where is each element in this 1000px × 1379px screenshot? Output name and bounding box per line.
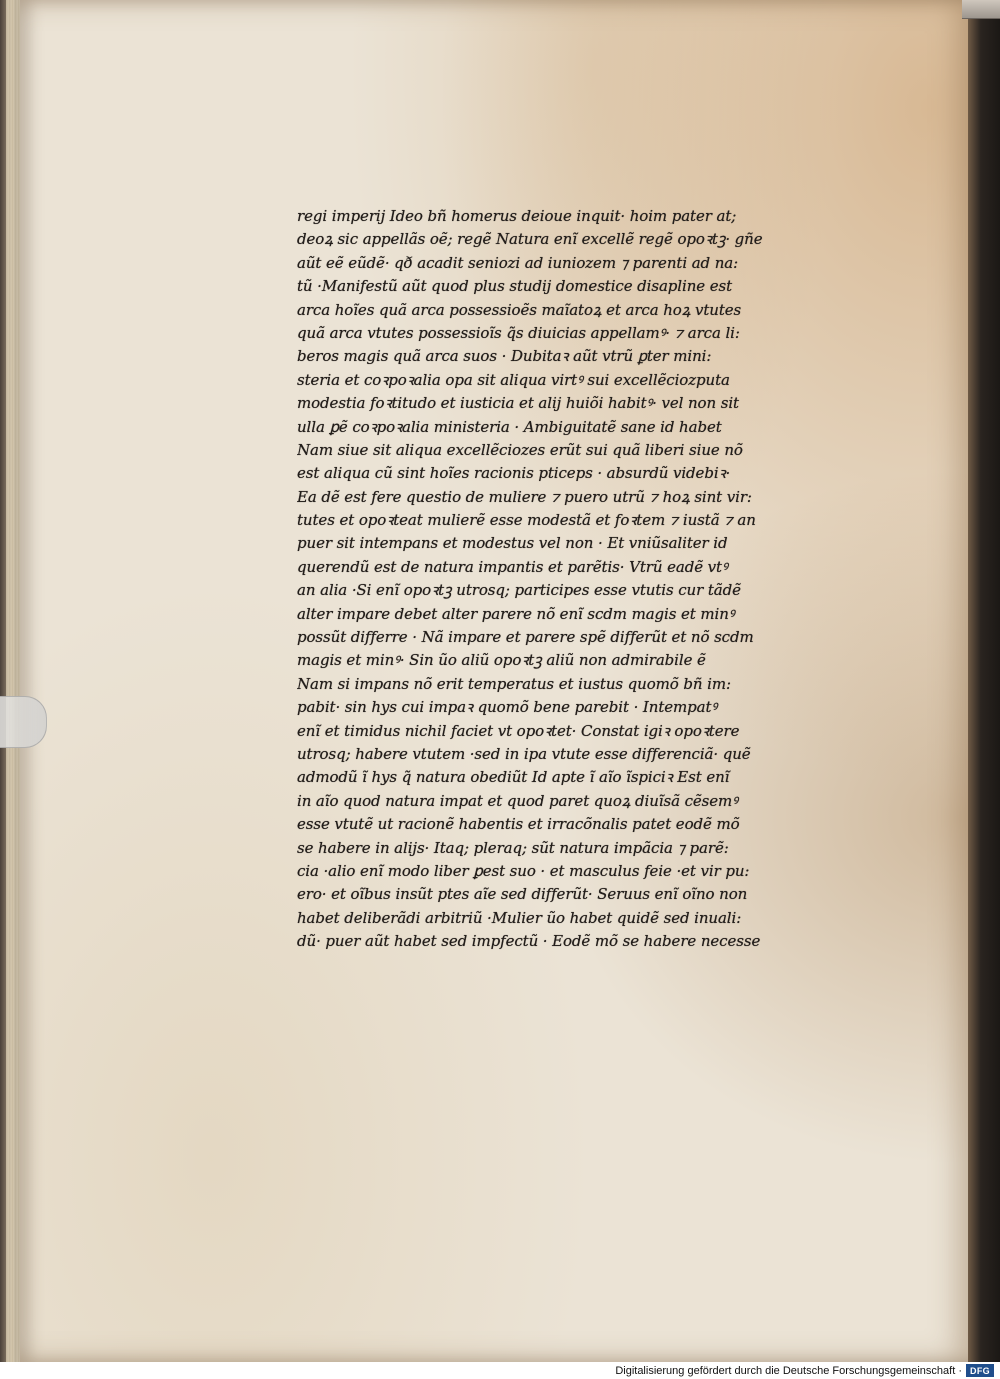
text-line: ulla ꝑẽ coꝛpoꝛalia ministeria · Ambiguitatẽ sane id habet: [297, 417, 722, 436]
text-line: Nam si impans nõ erit temperatus et iustus quomõ bñ im:: [297, 674, 731, 693]
dfg-logo-icon: DFG: [966, 1364, 994, 1377]
corner-tab: [962, 0, 1000, 19]
text-line: tutes et opoꝛteat mulierẽ esse modestã et foꝛtem ⁊ iustã ⁊ an: [297, 511, 756, 530]
text-line: admodũ ĩ hys q̃ natura obediũt Id apte ĩ aĩo ĩspiciꝛ Est enĩ: [297, 768, 730, 787]
text-line: in aĩo quod natura impat et quod paret quoꝝ diuĩsã cẽsemꝰ: [297, 791, 738, 810]
footer-bar: [0, 1362, 1000, 1379]
text-line: steria et coꝛpoꝛalia opa sit aliqua virtꝰ sui excellẽciozputa: [297, 370, 730, 389]
text-line: aũt eẽ eũdẽ· qð acadit seniozi ad iuniozem ⁊ parenti ad na:: [297, 253, 739, 272]
text-line: habet deliberãdi arbitriũ ·Mulier ũo habet quidẽ sed inuali:: [297, 908, 742, 927]
text-line: tũ ·Manifestũ aũt quod plus studij domestice disapline est: [297, 277, 733, 296]
text-line: Nam siue sit aliqua excellẽciozes erũt sui quã liberi siue nõ: [297, 440, 743, 459]
text-line: pabit· sin hys cui impaꝛ quomõ bene parebit · Intempatꝰ: [297, 698, 718, 717]
text-line: alter impare debet alter parere nõ enĩ scdm magis et minꝰ: [297, 604, 735, 623]
text-line: Ea dẽ est fere questio de muliere ⁊ puero utrũ ⁊ hoꝝ sint vir:: [297, 487, 752, 506]
text-line: magis et minꝰ· Sin ũo aliũ opoꝛtꝫ aliũ non admirabile ẽ: [297, 651, 706, 670]
text-line: utrosq; habere vtutem ·sed in ipa vtute esse differenciã· quẽ: [297, 744, 751, 763]
page-clip: [0, 696, 47, 748]
text-line: puer sit intempans et modestus vel non · Et vniũsaliter id: [297, 534, 728, 553]
text-line: cia ·alio enĩ modo liber ꝑest suo · et masculus feie ·et vir pu:: [297, 861, 750, 880]
text-line: esse vtutẽ ut racionẽ habentis et irracõnalis patet eodẽ mõ: [297, 815, 740, 834]
text-line: querendũ est de natura impantis et parẽtis· Vtrũ eadẽ vtꝰ: [297, 557, 728, 576]
text-line: quã arca vtutes possessioĩs q̃s diuicias appellamꝰ· ⁊ arca li:: [297, 323, 740, 342]
text-line: modestia foꝛtitudo et iusticia et alij huiõi habitꝰ· vel non sit: [297, 394, 739, 413]
book-gutter-shadow: [968, 0, 1000, 1362]
text-line: ero· et oĩbus insũt ptes aĩe sed differũt· Seruus enĩ oĩno non: [297, 885, 748, 904]
text-line: possũt differre · Nã impare et parere spẽ differũt et nõ scdm: [297, 628, 754, 647]
text-line: deoꝝ sic appellãs oẽ; regẽ Natura enĩ excellẽ regẽ opoꝛtꝫ· gñe: [297, 230, 763, 249]
text-line: est aliqua cũ sint hoĩes racionis pticeps · absurdũ videbiꝛ·: [297, 464, 731, 483]
text-line: an alia ·Si enĩ opoꝛtꝫ utrosq; participes esse vtutis cur tãdẽ: [297, 581, 741, 600]
text-line: se habere in alijs· Itaq; pleraq; sũt natura impãcia ⁊ parẽ:: [297, 838, 729, 857]
funding-credit: Digitalisierung gefördert durch die Deutsche Forschungsgemeinschaft ·: [615, 1364, 962, 1377]
text-line: beros magis quã arca suos · Dubitaꝛ aũt vtrũ ꝑter mini:: [297, 347, 712, 366]
text-line: enĩ et timidus nichil faciet vt opoꝛtet· Constat igiꝛ opoꝛtere: [297, 721, 740, 740]
text-line: arca hoĩes quã arca possessioẽs maĩatoꝝ et arca hoꝝ vtutes: [297, 300, 742, 319]
printed-text-block: [297, 205, 830, 954]
text-line: dũ· puer aũt habet sed impfectũ · Eodẽ mõ se habere necesse: [297, 932, 761, 951]
text-line: regi imperij Ideo bñ homerus deioue inquit· hoim pater at;: [297, 207, 737, 225]
